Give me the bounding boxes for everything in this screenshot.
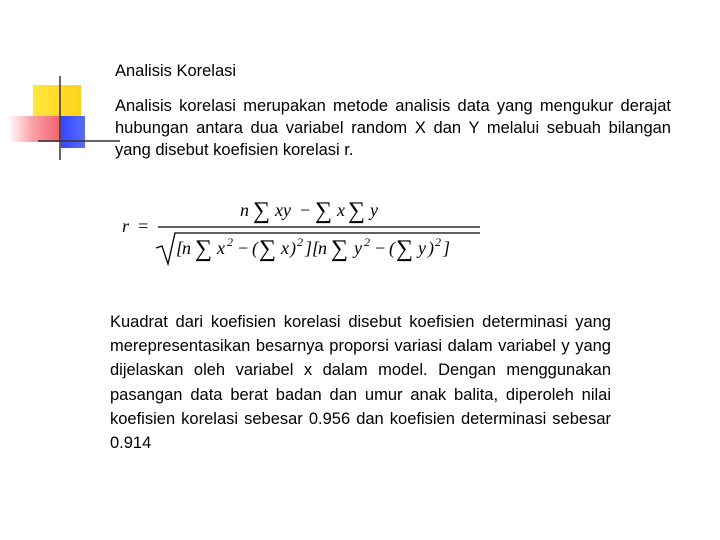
- svg-text:[: [: [176, 238, 184, 258]
- svg-text:n: n: [240, 200, 249, 220]
- svg-text:): ): [428, 238, 434, 258]
- svg-text:2: 2: [227, 235, 233, 249]
- svg-text:∑: ∑: [253, 198, 271, 224]
- svg-text:): ): [290, 238, 296, 258]
- svg-text:]: ]: [443, 238, 451, 258]
- svg-text:y: y: [370, 200, 378, 220]
- svg-text:−: −: [299, 200, 312, 220]
- svg-text:∑: ∑: [348, 198, 366, 224]
- svg-text:2: 2: [435, 235, 441, 249]
- svg-text:2: 2: [364, 235, 370, 249]
- slide-title: Analisis Korelasi: [115, 62, 237, 80]
- svg-text:2: 2: [297, 235, 303, 249]
- determination-paragraph: Kuadrat dari koefisien korelasi disebut koefisien determinasi yang merepresentasikan besarnya proporsi variasi dalam variabel y yang dijelaskan oleh variabel x dalam model. Dengan menggunakan pasangan data berat badan dan umur anak balita, diperoleh nilai koefisien korelasi sebesar 0.956 dan koefisien determinasi sebesar 0.914: [110, 313, 611, 453]
- svg-text:(: (: [252, 238, 258, 258]
- blue-block: [61, 116, 85, 148]
- svg-text:r: r: [122, 216, 130, 236]
- yellow-block: [33, 85, 81, 120]
- decorative-color-blocks: [0, 0, 120, 170]
- svg-text:x: x: [217, 238, 225, 258]
- svg-text:x: x: [281, 238, 289, 258]
- svg-text:∑: ∑: [195, 236, 213, 262]
- svg-text:−: −: [374, 238, 387, 258]
- svg-text:(: (: [389, 238, 395, 258]
- svg-text:∑: ∑: [315, 198, 333, 224]
- svg-text:∑: ∑: [331, 236, 349, 262]
- red-block: [8, 116, 63, 142]
- svg-text:x: x: [337, 200, 345, 220]
- formula-numerator: [240, 198, 378, 224]
- svg-text:=: =: [137, 216, 150, 236]
- formula-lhs: [122, 216, 149, 236]
- svg-text:∑: ∑: [396, 236, 414, 262]
- svg-text:−: −: [237, 238, 250, 258]
- svg-text:y: y: [418, 238, 426, 258]
- correlation-formula: [118, 190, 488, 272]
- svg-text:∑: ∑: [259, 236, 277, 262]
- svg-text:][: ][: [305, 238, 320, 258]
- svg-text:n: n: [182, 238, 191, 258]
- intro-paragraph: Analisis korelasi merupakan metode analisis data yang mengukur derajat hubungan antara dua variabel random X dan Y melalui sebuah bilangan yang disebut koefisien korelasi r.: [115, 97, 671, 159]
- svg-text:y: y: [354, 238, 362, 258]
- formula-denominator: [156, 233, 480, 264]
- svg-text:n: n: [318, 238, 327, 258]
- svg-text:xy: xy: [275, 200, 291, 220]
